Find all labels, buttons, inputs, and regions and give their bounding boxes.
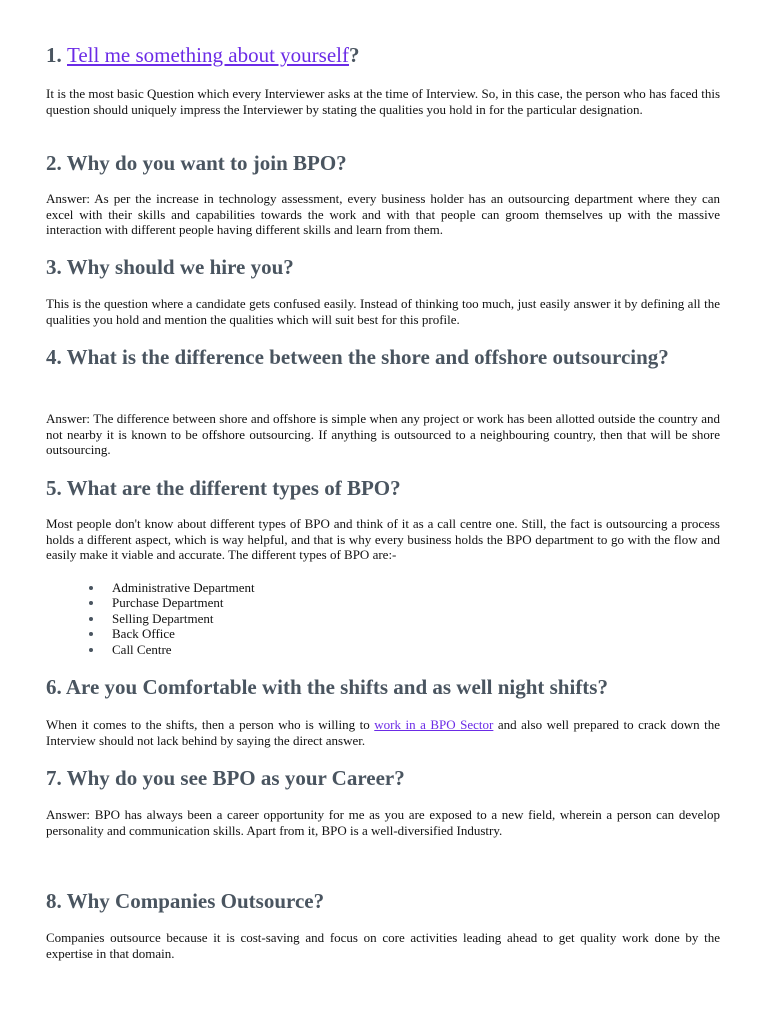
bpo-types-list (86, 580, 255, 657)
question-7 (46, 766, 720, 791)
question-6-answer (46, 717, 720, 748)
question-4-heading: 4. What is the difference between the shore and offshore outsourcing? (46, 345, 669, 369)
list-item: Call Centre (86, 642, 255, 657)
question-5-heading: 5. What are the different types of BPO? (46, 476, 401, 500)
question-2-answer: Answer: As per the increase in technology assessment, every business holder has an outsourcing department where they can excel with their skills and capabilities towards the work and with that people can groom themselves up with the massive interaction with different people having different skills and learn from them. (46, 191, 720, 237)
question-3 (46, 255, 720, 280)
question-1-heading (46, 43, 720, 68)
question-5 (46, 476, 720, 501)
question-6-answer-end: and also well prepared to crack down the Interview should not lack behind by saying the direct answer. (46, 717, 720, 748)
question-1-title-suffix: ? (348, 43, 360, 67)
list-item: Administrative Department (86, 580, 255, 595)
question-5-answer: Most people don't know about different types of BPO and think of it as a call centre one. Still, the fact is outsourcing a process holds a different aspect, which is way helpful, and that is why every business holds the BPO department to go with the flow and easily make it viable and accurate. The different types of BPO are:- (46, 516, 720, 562)
question-6 (46, 675, 720, 700)
question-2-heading: 2. Why do you want to join BPO? (46, 151, 347, 175)
list-item: Selling Department (86, 611, 255, 626)
question-3-heading: 3. Why should we hire you? (46, 255, 294, 279)
bpo-sector-link[interactable]: work in a BPO Sector (374, 717, 494, 732)
question-7-heading: 7. Why do you see BPO as your Career? (46, 766, 405, 790)
question-1-title-link[interactable]: Tell me something about yourself (67, 43, 349, 67)
question-1-answer: It is the most basic Question which every Interviewer asks at the time of Interview. So, in this case, the person who has faced this question should uniquely impress the Interviewer by stating the qualities you hold in for the particular designation. (46, 86, 720, 117)
question-1-number: 1. (46, 43, 67, 67)
question-8-answer: Companies outsource because it is cost-saving and focus on core activities leading ahead to get quality work done by the expertise in that domain. (46, 930, 720, 961)
question-6-heading: 6. Are you Comfortable with the shifts and as well night shifts? (46, 675, 608, 699)
question-7-answer: Answer: BPO has always been a career opportunity for me as you are exposed to a new field, wherein a person can develop personality and communication skills. Apart from it, BPO is a well-diversified Industry. (46, 807, 720, 838)
question-8 (46, 889, 720, 914)
question-3-answer: This is the question where a candidate gets confused easily. Instead of thinking too much, just easily answer it by defining all the qualities you hold and mention the qualities which will suit best for this profile. (46, 296, 720, 327)
list-item: Purchase Department (86, 595, 255, 610)
question-4-answer: Answer: The difference between shore and offshore is simple when any project or work has been allotted outside the country and not nearby it is known to be offshore outsourcing. If anything is outsourced to a neighbouring country, then that will be shore outsourcing. (46, 411, 720, 457)
question-8-heading: 8. Why Companies Outsource? (46, 889, 325, 913)
question-6-answer-start: When it comes to the shifts, then a person who is willing to (46, 717, 375, 732)
question-1 (46, 43, 720, 68)
question-4 (46, 345, 720, 370)
list-item: Back Office (86, 626, 255, 641)
question-2 (46, 151, 720, 176)
